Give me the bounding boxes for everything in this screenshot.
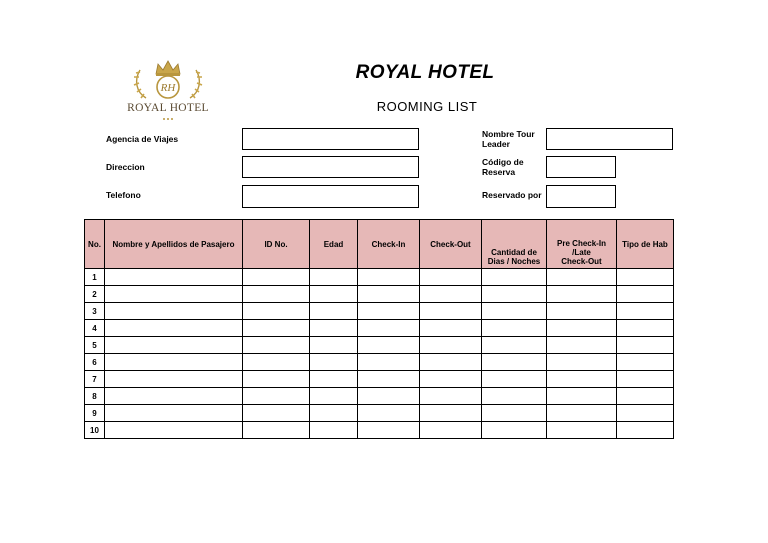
table-cell[interactable] bbox=[547, 371, 617, 388]
col-id: ID No. bbox=[243, 220, 310, 269]
table-cell[interactable] bbox=[482, 320, 547, 337]
row-number: 5 bbox=[85, 337, 105, 354]
table-cell[interactable] bbox=[547, 422, 617, 439]
table-cell[interactable] bbox=[105, 422, 243, 439]
table-cell[interactable] bbox=[310, 422, 358, 439]
table-cell[interactable] bbox=[420, 388, 482, 405]
col-checkout: Check-Out bbox=[420, 220, 482, 269]
table-cell[interactable] bbox=[105, 269, 243, 286]
table-cell[interactable] bbox=[358, 422, 420, 439]
table-cell[interactable] bbox=[617, 371, 674, 388]
table-row bbox=[85, 405, 674, 422]
table-cell[interactable] bbox=[358, 388, 420, 405]
table-cell[interactable] bbox=[617, 405, 674, 422]
table-cell[interactable] bbox=[617, 388, 674, 405]
agencia-label: Agencia de Viajes bbox=[106, 134, 179, 144]
col-nombre: Nombre y Apellidos de Pasajero bbox=[105, 220, 243, 269]
table-cell[interactable] bbox=[482, 388, 547, 405]
table-cell[interactable] bbox=[547, 320, 617, 337]
table-header-row bbox=[85, 220, 674, 269]
table-row bbox=[85, 422, 674, 439]
table-cell[interactable] bbox=[243, 303, 310, 320]
table-cell[interactable] bbox=[547, 269, 617, 286]
table-cell[interactable] bbox=[358, 303, 420, 320]
table-cell[interactable] bbox=[310, 371, 358, 388]
table-cell[interactable] bbox=[547, 354, 617, 371]
codigo-label-line2: Reserva bbox=[482, 167, 516, 177]
table-cell[interactable] bbox=[482, 354, 547, 371]
direccion-field[interactable] bbox=[242, 156, 419, 178]
table-row bbox=[85, 269, 674, 286]
table-cell[interactable] bbox=[420, 269, 482, 286]
col-edad: Edad bbox=[310, 220, 358, 269]
table-cell[interactable] bbox=[420, 354, 482, 371]
col-pre-line1: Pre Check-In /Late bbox=[557, 239, 606, 257]
row-number: 3 bbox=[85, 303, 105, 320]
table-cell[interactable] bbox=[420, 320, 482, 337]
row-number: 8 bbox=[85, 388, 105, 405]
hotel-logo bbox=[118, 58, 218, 122]
table-cell[interactable] bbox=[243, 422, 310, 439]
row-number: 1 bbox=[85, 269, 105, 286]
table-cell[interactable] bbox=[243, 337, 310, 354]
table-cell[interactable] bbox=[617, 354, 674, 371]
table-cell[interactable] bbox=[310, 286, 358, 303]
table-cell[interactable] bbox=[617, 422, 674, 439]
table-row bbox=[85, 371, 674, 388]
table-cell[interactable] bbox=[310, 269, 358, 286]
table-cell[interactable] bbox=[420, 422, 482, 439]
table-cell[interactable] bbox=[482, 269, 547, 286]
table-cell[interactable] bbox=[358, 337, 420, 354]
table-cell[interactable] bbox=[243, 269, 310, 286]
table-row bbox=[85, 303, 674, 320]
table-row bbox=[85, 286, 674, 303]
table-cell[interactable] bbox=[310, 320, 358, 337]
table-cell[interactable] bbox=[310, 405, 358, 422]
table-cell[interactable] bbox=[358, 320, 420, 337]
table-cell[interactable] bbox=[105, 286, 243, 303]
table-cell[interactable] bbox=[617, 303, 674, 320]
table-cell[interactable] bbox=[243, 405, 310, 422]
crown-monogram-icon bbox=[118, 58, 218, 104]
table-row bbox=[85, 354, 674, 371]
reservado-field[interactable] bbox=[546, 185, 616, 208]
table-cell[interactable] bbox=[310, 337, 358, 354]
table-cell[interactable] bbox=[482, 422, 547, 439]
table-cell[interactable] bbox=[617, 337, 674, 354]
table-cell[interactable] bbox=[358, 269, 420, 286]
page-title: ROYAL HOTEL bbox=[355, 62, 495, 83]
direccion-label: Direccion bbox=[106, 162, 145, 172]
col-cantidad-line2: Dias / Noches bbox=[487, 257, 541, 266]
tour-leader-label-line1: Nombre Tour bbox=[482, 129, 535, 139]
table-cell[interactable] bbox=[105, 405, 243, 422]
table-cell[interactable] bbox=[482, 405, 547, 422]
table-cell[interactable] bbox=[617, 320, 674, 337]
table-cell[interactable] bbox=[243, 354, 310, 371]
table-cell[interactable] bbox=[420, 286, 482, 303]
logo-ornament-icon bbox=[118, 116, 218, 122]
table-cell[interactable] bbox=[105, 303, 243, 320]
table-cell[interactable] bbox=[243, 388, 310, 405]
telefono-field[interactable] bbox=[242, 185, 419, 208]
tour-leader-label bbox=[482, 129, 535, 149]
table-cell[interactable] bbox=[482, 371, 547, 388]
table-cell[interactable] bbox=[482, 337, 547, 354]
table-cell[interactable] bbox=[547, 388, 617, 405]
tour-leader-field[interactable] bbox=[546, 128, 673, 150]
table-cell[interactable] bbox=[617, 269, 674, 286]
table-cell[interactable] bbox=[105, 388, 243, 405]
row-number: 9 bbox=[85, 405, 105, 422]
telefono-label: Telefono bbox=[106, 190, 141, 200]
table-cell[interactable] bbox=[105, 320, 243, 337]
table-row bbox=[85, 320, 674, 337]
table-cell[interactable] bbox=[547, 405, 617, 422]
table-cell[interactable] bbox=[310, 388, 358, 405]
row-number: 4 bbox=[85, 320, 105, 337]
row-number: 7 bbox=[85, 371, 105, 388]
agencia-field[interactable] bbox=[242, 128, 419, 150]
table-row bbox=[85, 337, 674, 354]
table-cell[interactable] bbox=[105, 354, 243, 371]
table-cell[interactable] bbox=[105, 371, 243, 388]
codigo-reserva-label bbox=[482, 157, 524, 177]
table-cell[interactable] bbox=[358, 405, 420, 422]
col-no: No. bbox=[85, 220, 105, 269]
table-cell[interactable] bbox=[358, 371, 420, 388]
table-cell[interactable] bbox=[420, 303, 482, 320]
tour-leader-label-line2: Leader bbox=[482, 139, 510, 149]
table-cell[interactable] bbox=[420, 371, 482, 388]
table-cell[interactable] bbox=[105, 337, 243, 354]
col-checkin: Check-In bbox=[358, 220, 420, 269]
col-pre-line2: Check-Out bbox=[561, 257, 602, 266]
table-cell[interactable] bbox=[310, 303, 358, 320]
rooming-table bbox=[84, 219, 674, 439]
page-subtitle: ROOMING LIST bbox=[376, 99, 478, 114]
codigo-label-line1: Código de bbox=[482, 157, 524, 167]
row-number: 10 bbox=[85, 422, 105, 439]
reservado-label: Reservado por bbox=[482, 190, 542, 200]
table-cell[interactable] bbox=[243, 320, 310, 337]
col-pre-checkin bbox=[547, 220, 617, 269]
logo-text: ROYAL HOTEL bbox=[127, 102, 209, 114]
table-cell[interactable] bbox=[482, 286, 547, 303]
table-row bbox=[85, 388, 674, 405]
table-cell[interactable] bbox=[243, 286, 310, 303]
col-cantidad-line1: Cantidad de bbox=[491, 248, 537, 257]
table-cell[interactable] bbox=[547, 303, 617, 320]
table-cell[interactable] bbox=[420, 405, 482, 422]
table-cell[interactable] bbox=[358, 286, 420, 303]
table-cell[interactable] bbox=[547, 337, 617, 354]
codigo-reserva-field[interactable] bbox=[546, 156, 616, 178]
row-number: 6 bbox=[85, 354, 105, 371]
table-cell[interactable] bbox=[243, 371, 310, 388]
col-tipo: Tipo de Hab bbox=[617, 220, 674, 269]
col-cantidad bbox=[482, 220, 547, 269]
table-cell[interactable] bbox=[310, 354, 358, 371]
logo-monogram: RH bbox=[160, 82, 176, 94]
table-cell[interactable] bbox=[547, 286, 617, 303]
row-number: 2 bbox=[85, 286, 105, 303]
table-cell[interactable] bbox=[420, 337, 482, 354]
table-cell[interactable] bbox=[358, 354, 420, 371]
table-cell[interactable] bbox=[482, 303, 547, 320]
table-cell[interactable] bbox=[617, 286, 674, 303]
